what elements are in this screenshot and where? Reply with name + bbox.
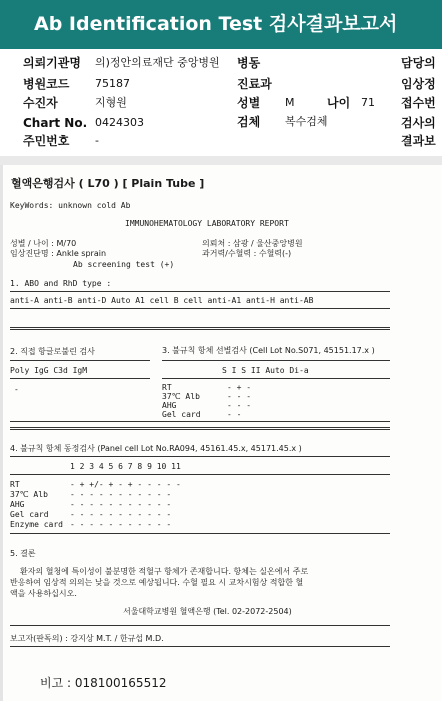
value-chart-no: 0424303 xyxy=(95,116,144,129)
section5-title: 5. 결론 xyxy=(10,549,36,558)
s3-row-values: - - - xyxy=(227,401,252,410)
rule xyxy=(10,533,390,534)
label-patient-name: 수진자 xyxy=(23,96,58,110)
report-banner-title: Ab Identification Test 검사결과보고서 xyxy=(0,0,442,49)
rule xyxy=(162,360,390,361)
section4-columns: 1 2 3 4 5 6 7 8 9 10 11 xyxy=(70,462,181,471)
conclusion-line-3: 액을 사용하십시오. xyxy=(10,589,77,598)
keywords-line: KeyWords: unknown cold Ab xyxy=(10,201,131,210)
conclusion-line-2: 반응하여 임상적 의의는 낮을 것으로 예상됩니다. 수혈 필요 시 교차시험상 적합한 혈 xyxy=(10,578,304,587)
section2-title: 2. 직접 항글로불린 검사 xyxy=(10,347,95,356)
s3-row-label: RT xyxy=(162,383,172,392)
label-chart-no: Chart No. xyxy=(23,116,88,130)
hospital-line: 서울대학교병원 혈액은행 (Tel. 02-2072-2504) xyxy=(123,607,292,616)
section1-title: 1. ABO and RhD type : xyxy=(10,279,112,288)
label-doctor: 담당의 xyxy=(401,56,436,70)
s4-row-values: - + +/- + - + - - - - - xyxy=(70,480,181,489)
report-sheet-title: 혈액은행검사 ( L70 ) [ Plain Tube ] xyxy=(11,177,205,190)
scan-edge-shadow xyxy=(0,165,3,701)
value-patient-name: 지형원 xyxy=(95,96,127,109)
value-hospital-code: 75187 xyxy=(95,77,130,90)
scanned-lab-report xyxy=(0,165,442,701)
s4-row-label: Gel card xyxy=(10,510,49,519)
s3-row-label: 37℃ Alb xyxy=(162,392,200,401)
s3-row-values: - - - xyxy=(227,392,252,401)
s4-row-values: - - - - - - - - - - - xyxy=(70,510,172,519)
requester-line: 의뢰처 : 삼광 / 울산중앙병원 xyxy=(202,239,303,248)
rule xyxy=(10,291,390,292)
double-rule xyxy=(10,327,390,330)
conclusion-line-1: 환자의 혈청에 특이성이 불분명한 적혈구 항체가 존재합니다. 항체는 실온에서 주로 xyxy=(20,567,309,576)
test-name-line: Ab screening test (+) xyxy=(73,260,175,269)
reporter-line: 보고자(판독의) : 강지상 M.T. / 한규섭 M.D. xyxy=(10,634,164,643)
clinical-diagnosis-line: 임상진단명 : Ankle sprain xyxy=(10,249,107,258)
rule xyxy=(10,456,390,457)
sex-age-line: 성별 / 나이 : M/70 xyxy=(10,239,77,248)
section2-result: - xyxy=(14,385,19,394)
s4-row-label: Enzyme card xyxy=(10,520,63,529)
label-examiner: 검사의 xyxy=(401,116,436,130)
rule xyxy=(10,378,150,379)
label-hospital-code: 병원코드 xyxy=(23,77,70,91)
label-result-report: 결과보 xyxy=(401,134,436,148)
label-resident-no: 주민번호 xyxy=(23,134,70,148)
rule xyxy=(10,308,390,309)
s4-row-values: - - - - - - - - - - - xyxy=(70,520,172,529)
rule xyxy=(10,625,390,626)
label-sex: 성별 xyxy=(237,96,261,110)
s4-row-label: 37℃ Alb xyxy=(10,490,48,499)
double-rule xyxy=(10,427,390,430)
s3-row-label: AHG xyxy=(162,401,177,410)
section4-title: 4. 불규칙 항체 동정검사 (Panel cell Lot No.RA094, 45161.45.x, 45171.45.x ) xyxy=(10,444,302,453)
label-ward: 병동 xyxy=(237,56,261,70)
rule xyxy=(10,474,390,475)
value-resident-no: - xyxy=(95,134,99,147)
s4-row-values: - - - - - - - - - - - xyxy=(70,500,172,509)
label-specimen: 검체 xyxy=(237,115,261,129)
s3-row-values: - + - xyxy=(227,383,252,392)
label-department: 진료과 xyxy=(237,77,272,91)
label-clinical-info: 임상정 xyxy=(401,77,436,91)
rule xyxy=(10,360,150,361)
s3-row-label: Gel card xyxy=(162,410,201,419)
section-divider xyxy=(0,156,442,165)
rule xyxy=(10,421,390,422)
s4-row-values: - - - - - - - - - - - xyxy=(70,490,172,499)
patient-info-panel xyxy=(0,49,442,156)
label-receipt-no: 접수번 xyxy=(401,96,436,110)
note-line: 비고 : 018100165512 xyxy=(40,676,167,690)
value-sex: M xyxy=(285,96,295,109)
label-age: 나이 xyxy=(327,96,351,110)
s3-row-values: - - xyxy=(227,410,242,419)
section3-title: 3. 불규칙 항체 선별검사 (Cell Lot No.S071, 45151.17.x ) xyxy=(162,346,375,355)
label-requesting-institution: 의뢰기관명 xyxy=(23,56,81,70)
history-line: 과거력/수혈력 : 수혈력(-) xyxy=(202,249,292,258)
section1-columns: anti-A anti-B anti-D Auto A1 cell B cell anti-A1 anti-H anti-AB xyxy=(10,296,314,305)
value-specimen: 복수검체 xyxy=(285,115,328,128)
report-heading: IMMUNOHEMATOLOGY LABORATORY REPORT xyxy=(125,219,289,228)
rule xyxy=(162,378,390,379)
s4-row-label: AHG xyxy=(10,500,25,509)
s4-row-label: RT xyxy=(10,480,20,489)
value-requesting-institution: 의)정안의료재단 중앙병원 xyxy=(95,56,220,69)
value-age: 71 xyxy=(361,96,375,109)
section3-columns: S I S II Auto Di-a xyxy=(222,366,309,375)
section2-columns: Poly IgG C3d IgM xyxy=(10,366,88,375)
rule xyxy=(10,646,390,647)
